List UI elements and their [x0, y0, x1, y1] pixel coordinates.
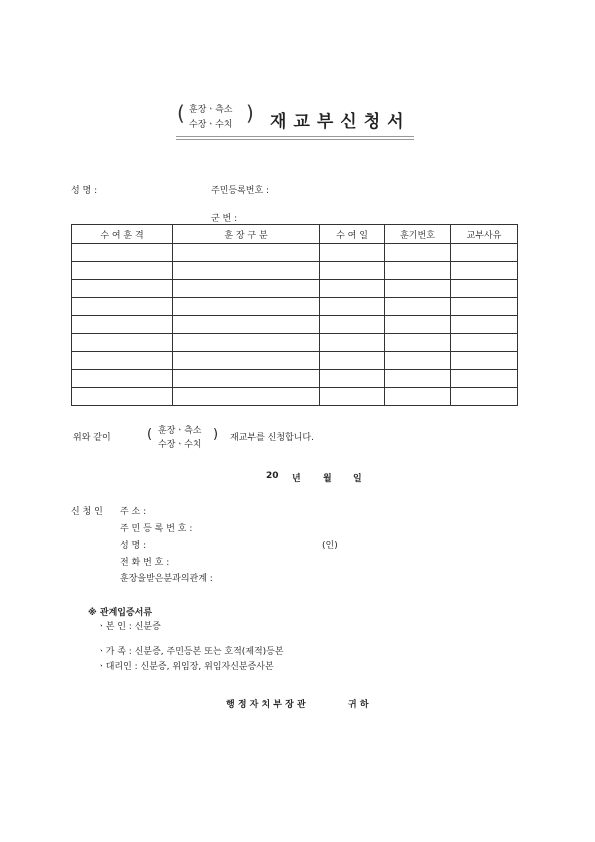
- title-close-paren: ): [246, 101, 254, 125]
- date-day-label: 일: [353, 474, 362, 484]
- col-reissue-reason: 교부사유: [451, 225, 518, 244]
- recipient-honorific: 귀 하: [348, 700, 369, 710]
- table-cell[interactable]: [451, 298, 518, 316]
- table-row: [72, 280, 518, 298]
- table-cell[interactable]: [385, 370, 451, 388]
- table-cell[interactable]: [320, 316, 385, 334]
- col-award-grade: 수 여 훈 격: [72, 225, 173, 244]
- table-cell[interactable]: [451, 334, 518, 352]
- table-cell[interactable]: [451, 280, 518, 298]
- table-cell[interactable]: [173, 352, 320, 370]
- col-award-date: 수 여 일: [320, 225, 385, 244]
- table-cell[interactable]: [320, 280, 385, 298]
- table-row: [72, 334, 518, 352]
- table-row: [72, 370, 518, 388]
- statement-tail: 재교부를 신청합니다.: [230, 433, 314, 443]
- table-cell[interactable]: [72, 280, 173, 298]
- table-row: [72, 388, 518, 406]
- table-cell[interactable]: [320, 262, 385, 280]
- col-medal-type: 훈 장 구 분: [173, 225, 320, 244]
- table-cell[interactable]: [385, 334, 451, 352]
- table-cell[interactable]: [173, 280, 320, 298]
- resident-number-label: 주민등록번호 :: [211, 186, 270, 196]
- table-cell[interactable]: [451, 244, 518, 262]
- table-cell[interactable]: [72, 244, 173, 262]
- applicant-name-label: 성 명 :: [120, 541, 147, 551]
- table-cell[interactable]: [173, 316, 320, 334]
- table-cell[interactable]: [72, 370, 173, 388]
- table-row: [72, 316, 518, 334]
- date-year-label: 년: [292, 474, 301, 484]
- title-prefix-line1: 훈장ㆍ측소: [189, 105, 233, 115]
- table-cell[interactable]: [72, 352, 173, 370]
- documents-item-self: ㆍ본 인 : 신분증: [97, 622, 161, 632]
- table-cell[interactable]: [320, 244, 385, 262]
- table-cell[interactable]: [385, 298, 451, 316]
- statement-lead: 위와 같이: [73, 433, 111, 443]
- col-certificate-number: 훈기번호: [385, 225, 451, 244]
- table-cell[interactable]: [385, 262, 451, 280]
- table-cell[interactable]: [173, 244, 320, 262]
- table-cell[interactable]: [451, 316, 518, 334]
- table-cell[interactable]: [320, 298, 385, 316]
- title-open-paren: (: [177, 101, 185, 125]
- relation-label: 훈장을받은분과의관계 :: [120, 574, 213, 584]
- service-number-label: 군 번 :: [211, 214, 238, 224]
- table-cell[interactable]: [173, 262, 320, 280]
- table-cell[interactable]: [72, 262, 173, 280]
- table-cell[interactable]: [451, 262, 518, 280]
- table-cell[interactable]: [72, 334, 173, 352]
- document-title: 재교부신청서: [270, 112, 411, 132]
- table-cell[interactable]: [451, 388, 518, 406]
- table-cell[interactable]: [173, 298, 320, 316]
- statement-open-paren: (: [147, 427, 153, 442]
- title-prefix-line2: 수장ㆍ수치: [189, 120, 233, 130]
- table-cell[interactable]: [173, 334, 320, 352]
- date-year: 20: [266, 471, 279, 481]
- table-row: [72, 298, 518, 316]
- applicant-resident-number-label: 주 민 등 록 번 호 :: [120, 524, 193, 534]
- seal-mark: (인): [322, 541, 338, 551]
- award-table: [71, 224, 518, 406]
- phone-label: 전 화 번 호 :: [120, 558, 170, 568]
- table-cell[interactable]: [72, 316, 173, 334]
- table-cell[interactable]: [385, 280, 451, 298]
- table-cell[interactable]: [385, 316, 451, 334]
- recipient: 행 정 자 치 부 장 관: [226, 700, 306, 710]
- table-cell[interactable]: [451, 352, 518, 370]
- statement-paren-line1: 훈장ㆍ측소: [158, 426, 202, 436]
- address-label: 주 소 :: [120, 507, 147, 517]
- table-cell[interactable]: [72, 388, 173, 406]
- statement-close-paren: ): [213, 427, 219, 442]
- table-cell[interactable]: [385, 244, 451, 262]
- title-underline-2: [176, 139, 414, 140]
- table-cell[interactable]: [320, 388, 385, 406]
- table-cell[interactable]: [320, 334, 385, 352]
- table-cell[interactable]: [173, 370, 320, 388]
- table-cell[interactable]: [385, 352, 451, 370]
- date-month-label: 월: [323, 474, 332, 484]
- documents-item-agent: ㆍ대리인 : 신분증, 위임장, 위임자신분증사본: [97, 662, 274, 672]
- table-row: [72, 244, 518, 262]
- title-underline-1: [176, 136, 414, 137]
- statement-paren-line2: 수장ㆍ수치: [158, 440, 202, 450]
- table-cell[interactable]: [451, 370, 518, 388]
- table-header-row: [72, 225, 518, 244]
- applicant-label: 신 청 인: [71, 507, 103, 517]
- table-row: [72, 262, 518, 280]
- table-cell[interactable]: [385, 388, 451, 406]
- name-label: 성 명 :: [71, 186, 98, 196]
- table-cell[interactable]: [173, 388, 320, 406]
- table-cell[interactable]: [72, 298, 173, 316]
- table-cell[interactable]: [320, 352, 385, 370]
- documents-heading: ※ 관계입증서류: [88, 608, 153, 618]
- table-row: [72, 352, 518, 370]
- documents-item-family: ㆍ가 족 : 신분증, 주민등본 또는 호적(제적)등본: [97, 647, 284, 657]
- table-cell[interactable]: [320, 370, 385, 388]
